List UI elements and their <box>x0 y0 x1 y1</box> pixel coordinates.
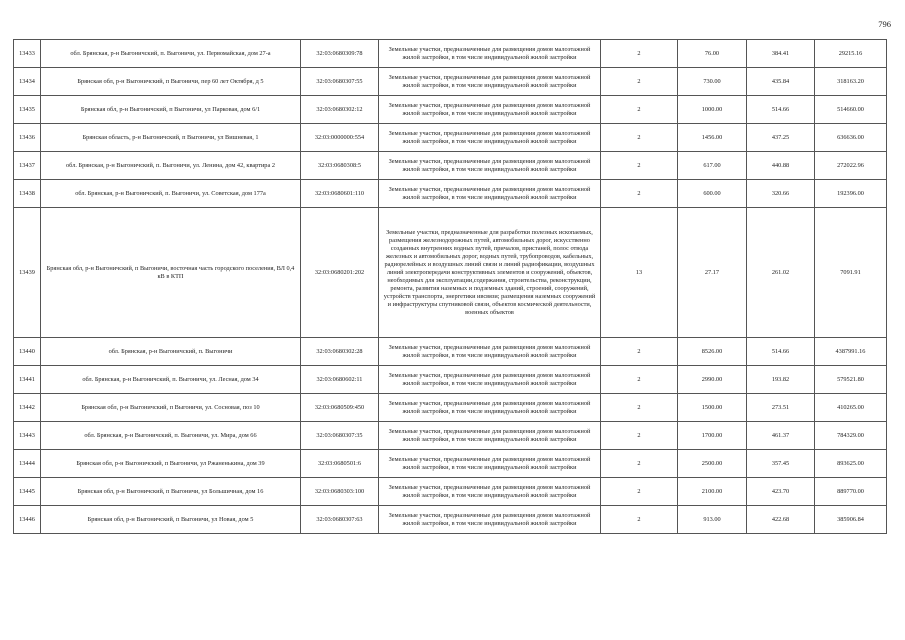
area-cell: 617.00 <box>678 152 747 180</box>
area-cell: 1456.00 <box>678 124 747 152</box>
address-cell: Брянская обл, р-н Выгоничский, п Выгоничи, пер 60 лет Октября, д 5 <box>41 68 301 96</box>
cadastral-value-cell: 318163.20 <box>815 68 887 96</box>
cadastral-value-cell: 410265.00 <box>815 394 887 422</box>
cadastral-number-cell: 32:03:0680201:202 <box>301 208 379 338</box>
address-cell: обл. Брянская, р-н Выгоничский, п. Выгоничи, ул. Первомайская, дом 27-а <box>41 40 301 68</box>
rate-cell: 422.68 <box>747 506 815 534</box>
table-row <box>14 338 887 366</box>
land-use-cell: Земельные участки, предназначенные для размещения домов малоэтажной жилой застройки, в том числе индивидуальной жилой застройки <box>379 366 601 394</box>
table-row <box>14 152 887 180</box>
area-cell: 2990.00 <box>678 366 747 394</box>
cadastral-value-cell: 893625.00 <box>815 450 887 478</box>
rate-cell: 440.88 <box>747 152 815 180</box>
category-cell: 2 <box>601 152 678 180</box>
cadastral-number-cell: 32:03:0680307:63 <box>301 506 379 534</box>
category-cell: 2 <box>601 40 678 68</box>
row-number-cell: 13440 <box>14 338 41 366</box>
category-cell: 2 <box>601 422 678 450</box>
cadastral-number-cell: 32:03:0680602:11 <box>301 366 379 394</box>
land-use-cell: Земельные участки, предназначенные для размещения домов малоэтажной жилой застройки, в том числе индивидуальной жилой застройки <box>379 68 601 96</box>
area-cell: 1000.00 <box>678 96 747 124</box>
address-cell: обл. Брянская, р-н Выгоничский, п. Выгоничи, ул. Ленина, дом 42, квартира 2 <box>41 152 301 180</box>
area-cell: 600.00 <box>678 180 747 208</box>
area-cell: 8526.00 <box>678 338 747 366</box>
cadastral-number-cell: 32:03:0000000:554 <box>301 124 379 152</box>
table-row <box>14 124 887 152</box>
page-number: 796 <box>878 19 891 29</box>
rate-cell: 514.66 <box>747 96 815 124</box>
table-row <box>14 180 887 208</box>
land-use-cell: Земельные участки, предназначенные для размещения домов малоэтажной жилой застройки, в том числе индивидуальной жилой застройки <box>379 450 601 478</box>
category-cell: 2 <box>601 338 678 366</box>
cadastral-value-cell: 29215.16 <box>815 40 887 68</box>
category-cell: 2 <box>601 506 678 534</box>
rate-cell: 357.45 <box>747 450 815 478</box>
row-number-cell: 13442 <box>14 394 41 422</box>
area-cell: 1500.00 <box>678 394 747 422</box>
land-use-cell: Земельные участки, предназначенные для размещения домов малоэтажной жилой застройки, в том числе индивидуальной жилой застройки <box>379 96 601 124</box>
area-cell: 913.00 <box>678 506 747 534</box>
table-row <box>14 506 887 534</box>
cadastral-number-cell: 32:03:0680309:78 <box>301 40 379 68</box>
land-use-cell: Земельные участки, предназначенные для разработки полезных ископаемых, размещения железнодорожных путей, автомобильных дорог, искусственно созданных внутренних водных путей, причалов, пристаней, полос отвода железных и автомобильных дорог, водных путей, трубопроводов, кабельных, радиорелейных и воздушных линий связи и линий радиофикации, воздушных линий электропередачи конструктивных элементов и сооружений, объектов, необходимых для эксплуатации,содержания, строительства, реконструкции, ремонта, развития наземных и подземных зданий, строений, сооружений, устройств транспорта, энергетики ивсвязи; размещения наземных сооружений и инфраструктуры спутниковой связи, объектов космической деятельности, военных объектов <box>379 208 601 338</box>
category-cell: 2 <box>601 96 678 124</box>
cadastral-value-cell: 784329.00 <box>815 422 887 450</box>
cadastral-number-cell: 32:03:0680307:35 <box>301 422 379 450</box>
address-cell: Брянская обл, р-н Выгоничский, п Выгоничи, ул. Сосновая, поз 10 <box>41 394 301 422</box>
cadastral-number-cell: 32:03:0680308:5 <box>301 152 379 180</box>
rate-cell: 320.66 <box>747 180 815 208</box>
table-body <box>14 40 887 534</box>
address-cell: Брянская обл, р-н Выгоничский, п Выгоничи, ул Большичная, дом 16 <box>41 478 301 506</box>
rate-cell: 423.70 <box>747 478 815 506</box>
cadastral-value-cell: 385906.84 <box>815 506 887 534</box>
address-cell: обл. Брянская, р-н Выгоничский, п. Выгоничи, ул. Мира, дом 66 <box>41 422 301 450</box>
land-use-cell: Земельные участки, предназначенные для размещения домов малоэтажной жилой застройки, в том числе индивидуальной жилой застройки <box>379 506 601 534</box>
address-cell: Брянская область, р-н Выгоничский, п Выгоничи, ул Вишневая, 1 <box>41 124 301 152</box>
row-number-cell: 13433 <box>14 40 41 68</box>
land-use-cell: Земельные участки, предназначенные для размещения домов малоэтажной жилой застройки, в том числе индивидуальной жилой застройки <box>379 180 601 208</box>
address-cell: обл. Брянская, р-н Выгоничский, п. Выгоничи, ул. Советская, дом 177а <box>41 180 301 208</box>
table-row <box>14 394 887 422</box>
area-cell: 76.00 <box>678 40 747 68</box>
address-cell: обл. Брянская, р-н Выгоничский, п. Выгоничи, ул. Лесная, дом 34 <box>41 366 301 394</box>
cadastral-value-cell: 579521.80 <box>815 366 887 394</box>
row-number-cell: 13436 <box>14 124 41 152</box>
rate-cell: 193.82 <box>747 366 815 394</box>
cadastral-number-cell: 32:03:0680501:6 <box>301 450 379 478</box>
category-cell: 2 <box>601 394 678 422</box>
land-use-cell: Земельные участки, предназначенные для размещения домов малоэтажной жилой застройки, в том числе индивидуальной жилой застройки <box>379 422 601 450</box>
cadastral-value-cell: 514660.00 <box>815 96 887 124</box>
address-cell: Брянская обл, р-н Выгоничский, п Выгоничи, ул Ржаненькина, дом 39 <box>41 450 301 478</box>
cadastral-value-cell: 192396.00 <box>815 180 887 208</box>
category-cell: 2 <box>601 366 678 394</box>
area-cell: 27.17 <box>678 208 747 338</box>
cadastral-number-cell: 32:03:0680601:110 <box>301 180 379 208</box>
address-cell: обл. Брянская, р-н Выгоничский, п. Выгоничи <box>41 338 301 366</box>
row-number-cell: 13437 <box>14 152 41 180</box>
rate-cell: 261.02 <box>747 208 815 338</box>
row-number-cell: 13441 <box>14 366 41 394</box>
cadastral-value-cell: 7091.91 <box>815 208 887 338</box>
rate-cell: 514.66 <box>747 338 815 366</box>
area-cell: 1700.00 <box>678 422 747 450</box>
category-cell: 2 <box>601 68 678 96</box>
category-cell: 2 <box>601 450 678 478</box>
table-row <box>14 422 887 450</box>
rate-cell: 461.37 <box>747 422 815 450</box>
row-number-cell: 13445 <box>14 478 41 506</box>
cadastral-number-cell: 32:03:0680302:28 <box>301 338 379 366</box>
land-registry-table <box>13 39 887 534</box>
land-use-cell: Земельные участки, предназначенные для размещения домов малоэтажной жилой застройки, в том числе индивидуальной жилой застройки <box>379 394 601 422</box>
area-cell: 2100.00 <box>678 478 747 506</box>
cadastral-number-cell: 32:03:0680303:100 <box>301 478 379 506</box>
table-row <box>14 68 887 96</box>
cadastral-value-cell: 272022.96 <box>815 152 887 180</box>
table-row <box>14 478 887 506</box>
land-use-cell: Земельные участки, предназначенные для размещения домов малоэтажной жилой застройки, в том числе индивидуальной жилой застройки <box>379 40 601 68</box>
cadastral-number-cell: 32:03:0680302:12 <box>301 96 379 124</box>
address-cell: Брянская обл, р-н Выгоничский, п Выгоничи, восточная часть городского поселения, ВЛ 0,4 кВ в КТП <box>41 208 301 338</box>
category-cell: 13 <box>601 208 678 338</box>
rate-cell: 273.51 <box>747 394 815 422</box>
row-number-cell: 13434 <box>14 68 41 96</box>
land-use-cell: Земельные участки, предназначенные для размещения домов малоэтажной жилой застройки, в том числе индивидуальной жилой застройки <box>379 124 601 152</box>
table-row <box>14 208 887 338</box>
address-cell: Брянская обл, р-н Выгоничский, п Выгоничи, ул Парковая, дом 6/1 <box>41 96 301 124</box>
area-cell: 2500.00 <box>678 450 747 478</box>
cadastral-number-cell: 32:03:0680307:55 <box>301 68 379 96</box>
area-cell: 730.00 <box>678 68 747 96</box>
table-row <box>14 96 887 124</box>
cadastral-value-cell: 889770.00 <box>815 478 887 506</box>
row-number-cell: 13439 <box>14 208 41 338</box>
rate-cell: 437.25 <box>747 124 815 152</box>
cadastral-value-cell: 4387991.16 <box>815 338 887 366</box>
rate-cell: 384.41 <box>747 40 815 68</box>
row-number-cell: 13446 <box>14 506 41 534</box>
category-cell: 2 <box>601 180 678 208</box>
land-use-cell: Земельные участки, предназначенные для размещения домов малоэтажной жилой застройки, в том числе индивидуальной жилой застройки <box>379 152 601 180</box>
address-cell: Брянская обл, р-н Выгоничский, п Выгоничи, ул Новая, дом 5 <box>41 506 301 534</box>
land-use-cell: Земельные участки, предназначенные для размещения домов малоэтажной жилой застройки, в том числе индивидуальной жилой застройки <box>379 338 601 366</box>
cadastral-number-cell: 32:03:0680509:450 <box>301 394 379 422</box>
table-row <box>14 450 887 478</box>
cadastral-value-cell: 636636.00 <box>815 124 887 152</box>
land-use-cell: Земельные участки, предназначенные для размещения домов малоэтажной жилой застройки, в том числе индивидуальной жилой застройки <box>379 478 601 506</box>
row-number-cell: 13438 <box>14 180 41 208</box>
row-number-cell: 13435 <box>14 96 41 124</box>
row-number-cell: 13443 <box>14 422 41 450</box>
category-cell: 2 <box>601 124 678 152</box>
category-cell: 2 <box>601 478 678 506</box>
table-row <box>14 366 887 394</box>
rate-cell: 435.84 <box>747 68 815 96</box>
table-row <box>14 40 887 68</box>
row-number-cell: 13444 <box>14 450 41 478</box>
